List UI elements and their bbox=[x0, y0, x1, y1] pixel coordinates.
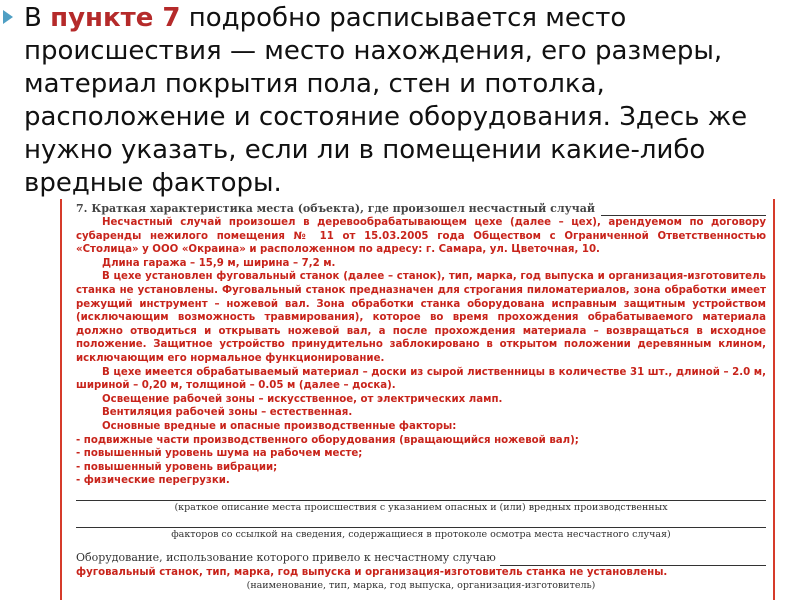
form-heading: 7. Краткая характеристика места (объекта), где произошел несчастный случай bbox=[76, 202, 595, 215]
equipment-label: Оборудование, использование которого привело к несчастному случаю bbox=[76, 550, 496, 564]
paragraph-dimensions: Длина гаража – 15,9 м, ширина – 7,2 м. bbox=[102, 257, 336, 269]
equipment-row bbox=[76, 550, 766, 566]
bullet-prefix: В bbox=[24, 3, 51, 33]
factor-item: - физические перегрузки. bbox=[76, 475, 230, 487]
caption-description: (краткое описание места происшествия с указанием опасных и (или) вредных производственных bbox=[174, 501, 668, 513]
equipment-underline bbox=[500, 553, 766, 566]
heading-underline bbox=[601, 204, 766, 216]
form-content bbox=[76, 201, 766, 593]
bullet-highlight: пункте 7 bbox=[50, 3, 181, 33]
equipment-value: фуговальный станок, тип, марка, год выпуска и организация-изготовитель станка не установлены. bbox=[76, 566, 668, 578]
slide-bullet bbox=[0, 0, 800, 200]
paragraph-material: В цехе имеется обрабатываемый материал – доски из сырой лиственницы в количестве 31 шт., длиной – 2.0 м, шириной – 0,20 м, толщиной – 0.05 м (далее – доска). bbox=[76, 366, 766, 392]
caption-factors: факторов со ссылкой на сведения, содержащиеся в протоколе осмотра места несчастного случая) bbox=[171, 528, 671, 540]
factor-item: - повышенный уровень шума на рабочем месте; bbox=[76, 448, 363, 460]
form-heading-row bbox=[76, 201, 766, 216]
factor-item: - подвижные части производственного оборудования (вращающийся ножевой вал); bbox=[76, 434, 579, 446]
factor-item: - повышенный уровень вибрации; bbox=[76, 461, 278, 473]
form-scan-image bbox=[60, 199, 775, 600]
caption-equipment: (наименование, тип, марка, год выпуска, организация-изготовитель) bbox=[246, 580, 596, 592]
paragraph-lighting: Освещение рабочей зоны – искусственное, от электрических ламп. bbox=[102, 393, 503, 405]
paragraph-ventilation: Вентиляция рабочей зоны – естественная. bbox=[102, 407, 353, 419]
bullet-rest: подробно расписывается место происшествия — место нахождения, его размеры, материал покрытия пола, стен и потолка, расположение и состояние оборудования. Здесь же нужно указать, если ли в помещении какие-либо вредные факторы. bbox=[24, 3, 748, 198]
paragraph-factors-title: Основные вредные и опасные производственные факторы: bbox=[102, 420, 457, 432]
blank-line bbox=[76, 517, 766, 528]
bullet-arrow-icon bbox=[3, 10, 13, 24]
paragraph-location: Несчастный случай произошел в деревообрабатывающем цехе (далее – цех), арендуемом по договору субаренды нежилого помещения № 11 от 15.03.2005 года Обществом с Ограниченной Ответственностью «Столица» у ООО «Окраина» и расположенном по адресу: г. Самара, ул. Цветочная, 10. bbox=[76, 217, 766, 256]
paragraph-machine: В цехе установлен фуговальный станок (далее – станок), тип, марка, год выпуска и организация-изготовитель станка не установлены. Фуговальный станок предназначен для строгания пиломатериалов, зона обработки имеет режущий инструмент – ножевой вал. Зона обработки станка оборудована исправным защитным устройством (исключающим возможность травмирования), которое во время прохождения обрабатываемого материала должно отводиться и открывать ножевой вал, а после прохождения материала – возвращаться в исходное положение. Защитное устройство принудительно заблокировано в открытом положении деревянным клином, исключающим его нормальное функционирование. bbox=[76, 271, 766, 364]
blank-line bbox=[76, 490, 766, 501]
bullet-text bbox=[24, 2, 794, 200]
